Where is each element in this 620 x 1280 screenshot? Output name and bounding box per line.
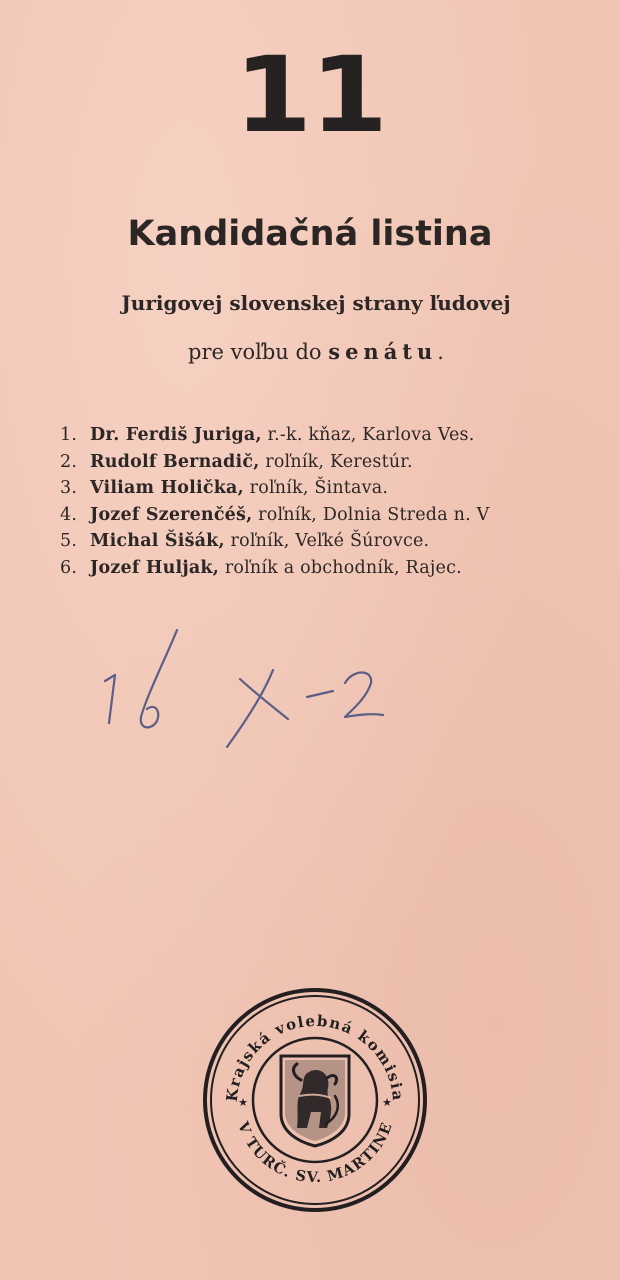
candidate-number: 5. bbox=[60, 531, 78, 551]
candidate-details: roľník, Šintava. bbox=[249, 478, 389, 498]
handwritten-note bbox=[95, 625, 395, 760]
candidate-item bbox=[60, 422, 620, 449]
party-name: Jurigovej slovenskej strany ľudovej bbox=[121, 291, 511, 315]
candidate-list bbox=[60, 422, 620, 581]
candidate-details: roľník, Dolnia Streda n. V bbox=[258, 504, 490, 525]
election-emphasis: senátu bbox=[328, 339, 438, 364]
document-title: Kandidačná listina bbox=[127, 214, 493, 254]
candidate-name: Jozef Szerenčéš, bbox=[90, 504, 253, 525]
ballot-number: 11 bbox=[233, 34, 386, 156]
stamp-star-icon: ★ bbox=[238, 1096, 248, 1109]
candidate-name: Michal Šišák, bbox=[90, 531, 225, 551]
candidate-name: Dr. Ferdiš Juriga, bbox=[90, 425, 262, 445]
candidate-number: 1. bbox=[60, 425, 78, 445]
candidate-item bbox=[60, 449, 620, 476]
candidate-details: roľník, Kerestúr. bbox=[265, 451, 413, 472]
candidate-number: 4. bbox=[60, 504, 78, 525]
candidate-item bbox=[60, 528, 620, 555]
stamp-top-text: Krajská volebná komisia bbox=[222, 1011, 408, 1103]
candidate-name: Jozef Huljak, bbox=[90, 557, 220, 578]
candidate-details: roľník a obchodník, Rajec. bbox=[224, 557, 462, 578]
candidate-item bbox=[60, 555, 620, 582]
candidate-number: 6. bbox=[60, 557, 78, 578]
coat-of-arms-icon bbox=[281, 1056, 349, 1146]
candidate-details: r.-k. kňaz, Karlova Ves. bbox=[267, 425, 475, 445]
stamp-bottom-text: V TURČ. SV. MARTINE bbox=[234, 1119, 396, 1187]
candidate-item bbox=[60, 502, 620, 529]
candidate-name: Viliam Holička, bbox=[90, 478, 244, 498]
election-suffix: . bbox=[437, 340, 444, 364]
candidate-details: roľník, Veľké Šúrovce. bbox=[230, 531, 430, 551]
stamp-star-icon: ★ bbox=[382, 1096, 392, 1109]
candidate-number: 2. bbox=[60, 451, 78, 472]
candidate-name: Rudolf Bernadič, bbox=[90, 451, 260, 472]
election-prefix: pre voľbu do bbox=[188, 340, 329, 364]
official-stamp bbox=[201, 986, 429, 1214]
candidate-item bbox=[60, 475, 620, 502]
election-line bbox=[0, 335, 620, 369]
candidate-number: 3. bbox=[60, 478, 78, 498]
